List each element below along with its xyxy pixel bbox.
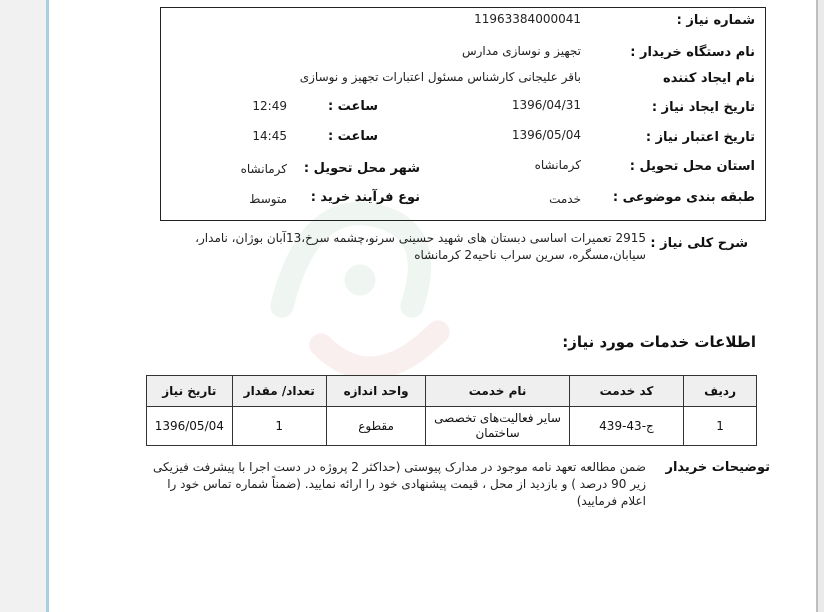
header-service-name: نام خدمت [426, 376, 570, 407]
buyer-notes-text: ضمن مطالعه تعهد نامه موجود در مدارک پیوستی (حداکثر 2 پروژه در دست اجرا با پیشرفت فیزیکی زیر 90 درصد ) و بازدید از محل ، قیمت پیشنهادی خود را ارائه نمایید. (ضمناً شماره تماس خود را اعلام فرمایید) [152, 460, 646, 508]
left-margin-line [46, 0, 49, 612]
cell-need-date: 1396/05/04 [147, 407, 233, 446]
cell-row-number: 1 [684, 407, 757, 446]
buyer-org-value: تجهیز و نوسازی مدارس [461, 44, 581, 58]
need-number-label: شماره نیاز : [676, 13, 755, 28]
table-row [147, 407, 757, 446]
need-info-box [160, 7, 766, 221]
cell-unit: مقطوع [326, 407, 426, 446]
header-service-code: کد خدمت [569, 376, 683, 407]
category-value: خدمت [549, 192, 581, 206]
city-label: شهر محل تحویل : [303, 161, 420, 176]
services-table [146, 375, 757, 446]
buyer-org-label: نام دستگاه خریدار : [630, 45, 755, 60]
city-value: کرمانشاه [240, 162, 287, 176]
right-page-margin [818, 0, 824, 612]
process-value: متوسط [249, 192, 287, 206]
validity-date-value: 1396/05/04 [511, 128, 581, 142]
cell-service-code: ج-43-439 [569, 407, 683, 446]
created-time-label: ساعت : [327, 99, 378, 114]
created-date-value: 1396/04/31 [511, 98, 581, 112]
buyer-notes-label: توضیحات خریدار [665, 460, 770, 475]
category-label: طبقه بندی موضوعی : [612, 190, 755, 205]
province-value: کرمانشاه [534, 158, 581, 172]
services-section-title: اطلاعات خدمات مورد نیاز: [562, 333, 756, 351]
process-label: نوع فرآیند خرید : [310, 190, 420, 205]
created-time-value: 12:49 [252, 99, 287, 113]
description-text: 2915 تعمیرات اساسی دبستان های شهید حسینی سرنو،چشمه سرخ،13آبان بوژان، نامدار، سیابان،مسگره، سرین سراب ناحیه2 کرمانشاه [195, 231, 646, 262]
province-label: استان محل تحویل : [629, 159, 755, 174]
validity-time-value: 14:45 [252, 129, 287, 143]
table-header-row [147, 376, 757, 407]
description-label: شرح کلی نیاز : [650, 236, 748, 251]
need-number-value: 11963384000041 [474, 12, 581, 26]
validity-date-label: تاریخ اعتبار نیاز : [645, 130, 755, 145]
header-unit: واحد اندازه [326, 376, 426, 407]
validity-time-label: ساعت : [327, 129, 378, 144]
header-quantity: تعداد/ مقدار [232, 376, 326, 407]
header-row-number: ردیف [684, 376, 757, 407]
header-need-date: تاریخ نیاز [147, 376, 233, 407]
creator-value: باقر علیجانی کارشناس مسئول اعتبارات تجهیز و نوسازی [299, 70, 581, 84]
left-page-margin [0, 0, 46, 612]
created-date-label: تاریخ ایجاد نیاز : [651, 100, 755, 115]
cell-service-name: سایر فعالیت‌های تخصصی ساختمان [426, 407, 570, 446]
cell-quantity: 1 [232, 407, 326, 446]
creator-label: نام ایجاد کننده [663, 71, 755, 86]
